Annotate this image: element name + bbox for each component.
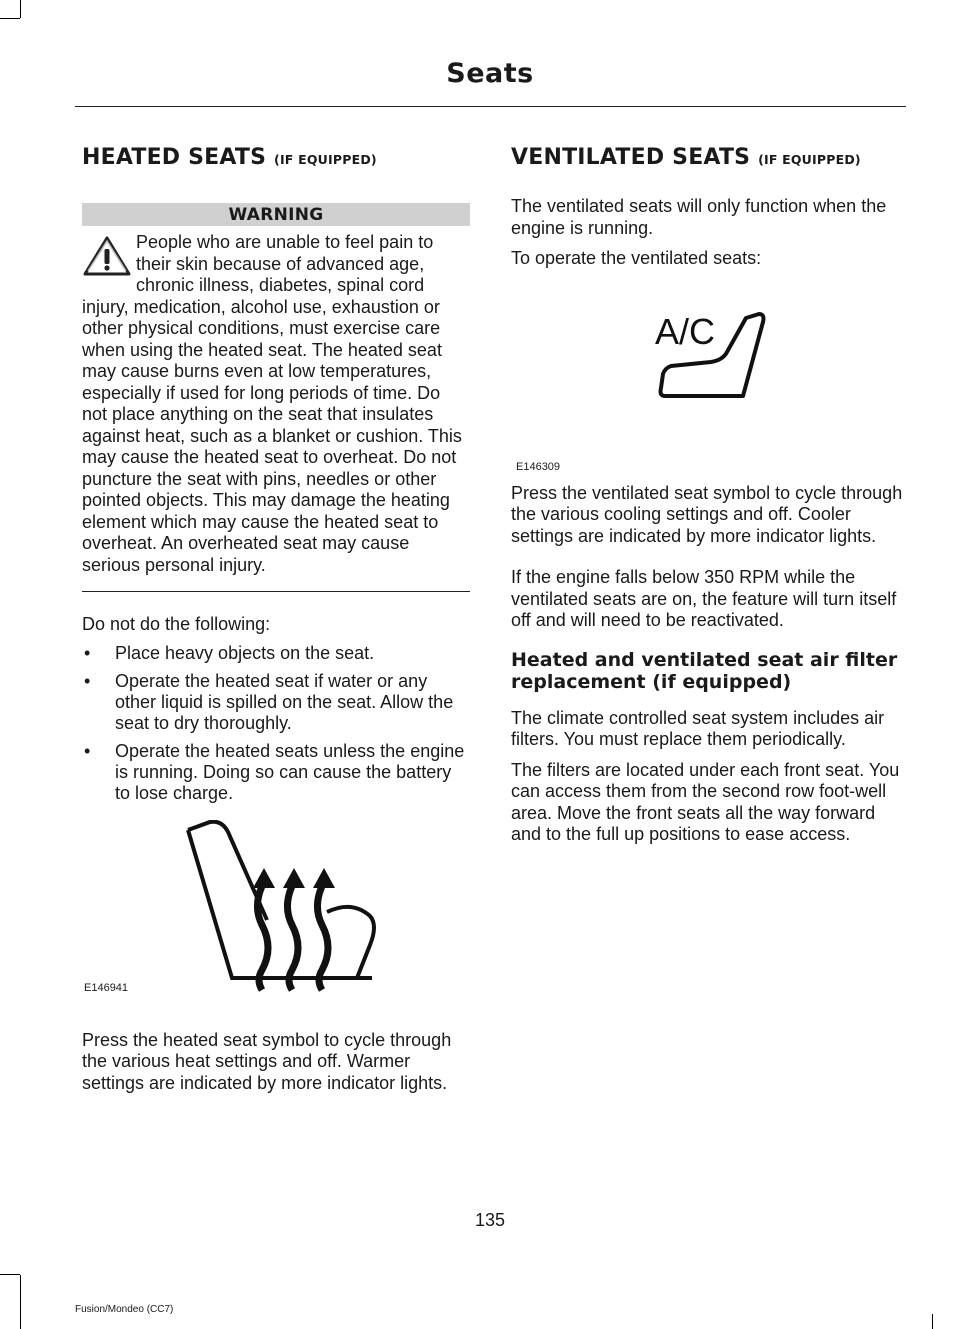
heading-suffix: (IF EQUIPPED) — [758, 152, 861, 167]
list-item-text: Place heavy objects on the seat. — [115, 642, 375, 663]
ventilated-seat-figure — [511, 270, 903, 473]
crop-mark — [0, 1274, 20, 1275]
bullet-dot: • — [84, 642, 91, 663]
list-item-text: Operate the heated seat if water or any other liquid is spilled on the seat. Allow the seat to dry thoroughly. — [115, 670, 454, 733]
list-item — [82, 671, 470, 734]
heated-seat-instructions: Press the heated seat symbol to cycle through the various heat settings and off. Warmer settings are indicated by more indicator lights. — [82, 1029, 452, 1093]
heated-seats-heading — [82, 145, 470, 170]
crop-mark — [932, 1314, 933, 1329]
heading-text: VENTILATED SEATS — [511, 145, 751, 170]
filter-replacement-heading: Heated and ventilated seat air filter replacement (if equipped) — [511, 648, 898, 693]
footer-model: Fusion/Mondeo (CC7) — [75, 1304, 174, 1315]
list-item — [82, 643, 470, 664]
crop-mark — [0, 18, 20, 19]
filter-location: The filters are located under each front seat. You can access them from the second row foot-well area. Move the front seats all the way forward and to the full up positions to ease access. — [511, 759, 900, 844]
heading-text: HEATED SEATS — [82, 145, 267, 170]
figure-code: E146941 — [84, 981, 129, 994]
warning-triangle-icon — [82, 235, 132, 277]
list-item — [82, 741, 470, 804]
heading-suffix: (IF EQUIPPED) — [274, 152, 377, 167]
page-title: Seats — [446, 58, 534, 89]
crop-mark — [20, 1275, 21, 1329]
bullet-dot: • — [84, 740, 91, 761]
warning-text: People who are unable to feel pain to their skin because of advanced age, chronic illness, diabetes, spinal cord injury, medication, alcohol use, exhaustion or other physical conditions, must exercise care when using the heated seat. The heated seat may cause burns even at low temperatures, especially if used for long periods of time. Do not place anything on the seat that insulates against heat, such as a blanket or cushion. This may cause the heated seat to overheat. Do not puncture the seat with pins, needles or other pointed objects. This may damage the heating element which may cause the heated seat to overheat. An overheated seat may cause serious personal injury. — [82, 232, 462, 575]
ventilated-seats-heading — [511, 145, 903, 170]
warning-divider — [82, 591, 470, 592]
page-number: 135 — [474, 1210, 506, 1230]
bullet-dot: • — [84, 670, 91, 691]
warning-box — [82, 232, 470, 576]
filter-intro: The climate controlled seat system includes air filters. You must replace them periodically. — [511, 707, 885, 749]
ventilated-intro: The ventilated seats will only function when the engine is running. — [511, 196, 887, 238]
engine-rpm-note: If the engine falls below 350 RPM while the ventilated seats are on, the feature will turn itself off and will need to be reactivated. — [511, 567, 897, 630]
heated-seat-figure — [82, 808, 470, 1008]
title-divider — [75, 106, 906, 107]
crop-mark — [20, 0, 21, 18]
intro-text: Do not do the following: — [82, 614, 271, 634]
ac-label: A/C — [655, 310, 716, 352]
warning-label: WARNING — [82, 203, 470, 226]
dont-list — [82, 643, 470, 804]
right-column — [511, 145, 903, 846]
ventilated-seat-instructions: Press the ventilated seat symbol to cycle through the various cooling settings and off. Cooler settings are indicated by more indicator lights. — [511, 482, 903, 546]
left-column — [82, 145, 470, 1094]
ventilated-operate: To operate the ventilated seats: — [511, 248, 762, 268]
figure-code: E146309 — [516, 460, 561, 473]
list-item-text: Operate the heated seats unless the engine is running. Doing so can cause the battery to lose charge. — [115, 740, 465, 803]
heated-seat-icon — [182, 820, 382, 1005]
ventilated-seat-ac-icon — [651, 308, 771, 408]
